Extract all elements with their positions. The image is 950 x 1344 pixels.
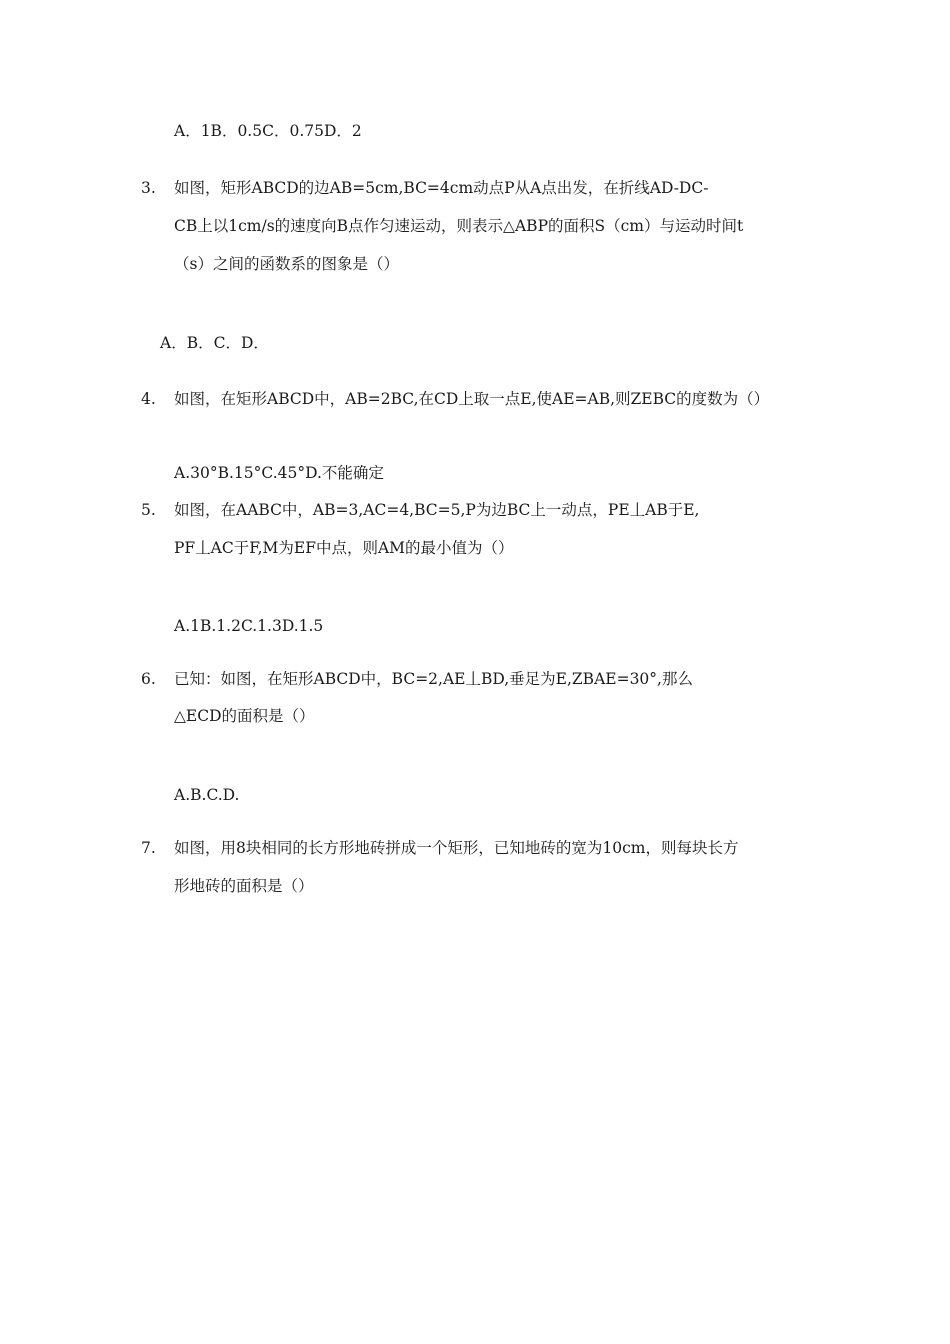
q7-text-line1: 如图，用8块相同的长方形地砖拼成一个矩形，已知地砖的宽为10cm，则每块长方 bbox=[174, 839, 739, 857]
q6-text-line1: 已知：如图，在矩形ABCD中，BC=2,AE丄BD,垂足为E,ZBAE=30°,那么 bbox=[174, 670, 693, 688]
q5-text-line1: 如图，在AABC中，AB=3,AC=4,BC=5,P为边BC上一动点，PE丄AB于E, bbox=[174, 501, 700, 519]
q2-options: A．1B．0.5C．0.75D．2 bbox=[174, 122, 362, 140]
q6-text-line2: △ECD的面积是（） bbox=[174, 707, 315, 725]
q4-options: A.30°B.15°C.45°D.不能确定 bbox=[174, 464, 384, 482]
q6-options: A.B.C.D. bbox=[174, 786, 240, 804]
q3-text-line1: 如图，矩形ABCD的边AB=5cm,BC=4cm动点P从A点出发，在折线AD-DC- bbox=[174, 179, 709, 197]
q7-text-line2: 形地砖的面积是（） bbox=[174, 877, 314, 895]
q5-number: 5. bbox=[141, 501, 156, 519]
q7-number: 7. bbox=[141, 839, 156, 857]
q3-text-line3: （s）之间的函数系的图象是（） bbox=[174, 255, 399, 273]
q5-options: A.1B.1.2C.1.3D.1.5 bbox=[174, 617, 324, 635]
q4-text-line1: 如图，在矩形ABCD中，AB=2BC,在CD上取一点E,使AE=AB,则ZEBC的度数为（） bbox=[174, 390, 770, 408]
q3-options: A．B．C．D． bbox=[160, 334, 269, 352]
q4-number: 4. bbox=[141, 390, 156, 408]
q6-number: 6. bbox=[141, 670, 156, 688]
q5-text-line2: PF丄AC于F,M为EF中点，则AM的最小值为（） bbox=[174, 539, 514, 557]
q3-number: 3. bbox=[141, 179, 156, 197]
q3-text-line2: CB上以1cm/s的速度向B点作匀速运动，则表示△ABP的面积S（cm）与运动时间t bbox=[174, 217, 744, 235]
